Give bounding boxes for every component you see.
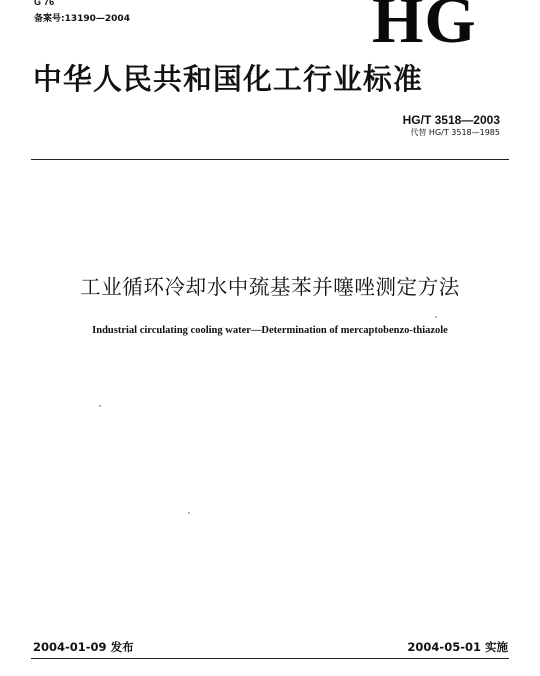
document-title-chinese: 工业循环冷却水中巯基苯并噻唑测定方法 [80,275,460,299]
bottom-divider [31,658,509,659]
standard-number: HG/T 3518—2003 [402,113,500,127]
replaces-standard: 代替 HG/T 3518—1985 [410,128,500,137]
implementation-date: 2004-05-01 实施 [407,640,508,654]
scan-speck [435,316,437,318]
top-divider [31,159,509,160]
issue-date: 2004-01-09 发布 [33,640,134,654]
record-number: 备案号:13190—2004 [34,14,130,24]
scan-speck [99,405,101,407]
document-title-english: Industrial circulating cooling water—Determination of mercaptobenzo-thiazole [92,325,448,336]
classification-code: G 76 [34,0,55,7]
standard-category-title: 中华人民共和国化工行业标准 [33,62,423,96]
hg-logo: HG [372,0,477,57]
scan-speck [188,512,190,514]
